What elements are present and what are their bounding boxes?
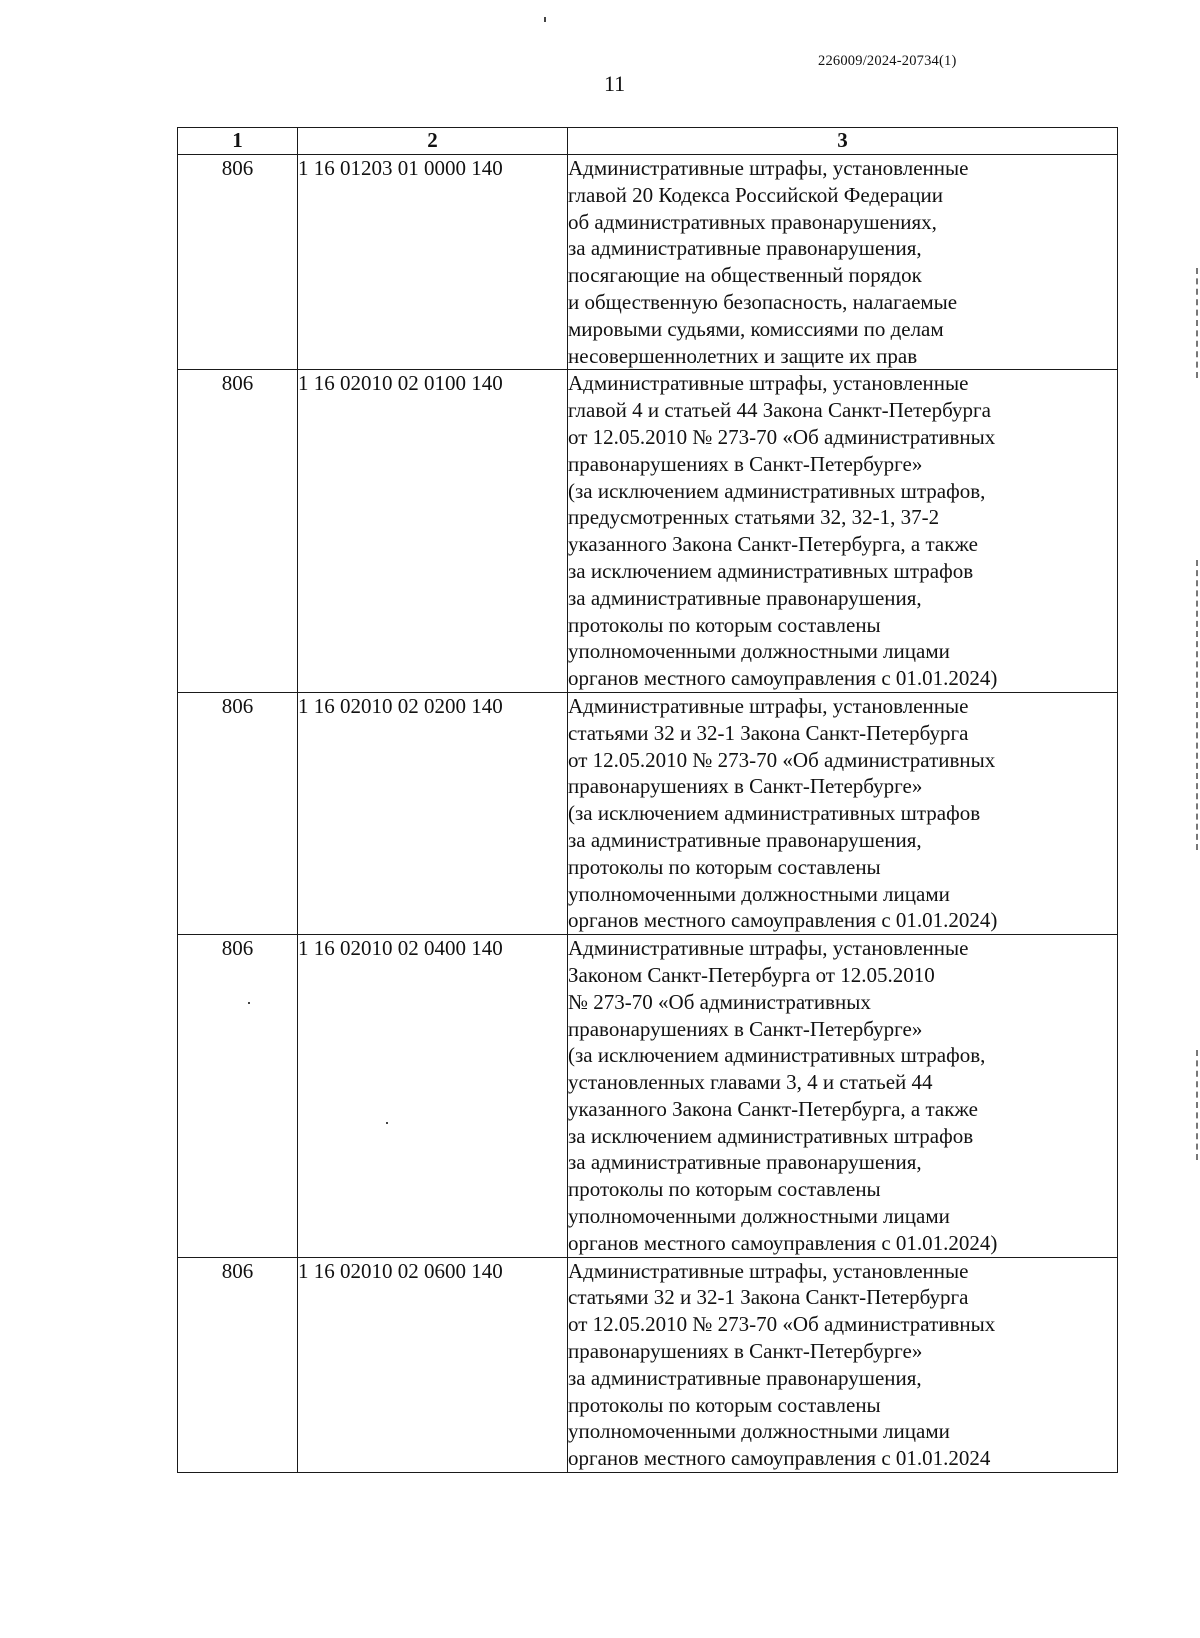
scan-edge-marks [1196,1050,1200,1160]
description-line: мировыми судьями, комиссиями по делам [568,316,944,341]
description-line: за административные правонарушения, [568,827,922,852]
admin-code-cell: 806 [178,155,298,370]
page-number: 11 [604,71,626,96]
description-line: указанного Закона Санкт-Петербурга, а также [568,1096,978,1121]
table-header-row [178,128,1118,155]
description-line: статьями 32 и 32-1 Закона Санкт-Петербурга [568,720,969,745]
description-line: протоколы по которым составлены [568,612,881,637]
kbk-code-cell: 1 16 01203 01 0000 140 [298,155,568,370]
description-cell [568,370,1118,693]
description-cell [568,155,1118,370]
description-line: протоколы по которым составлены [568,1392,881,1417]
table-row [178,935,1118,1258]
description-line: предусмотренных статьями 32, 32-1, 37-2 [568,505,940,530]
description-line: за административные правонарушения, [568,1365,922,1390]
description-line: протоколы по которым составлены [568,1177,881,1202]
description-line: протоколы по которым составлены [568,854,881,879]
table-row [178,155,1118,370]
admin-code-cell: 806 [178,370,298,693]
fines-table [177,127,1118,1473]
description-cell [568,692,1118,934]
description-line: за исключением административных штрафов [568,558,974,583]
description-line: органов местного самоуправления с 01.01.2024) [568,1230,998,1255]
description-line: посягающие на общественный порядок [568,263,922,288]
table-row [178,1257,1118,1472]
description-line: Административные штрафы, установленные [568,693,969,718]
scan-edge-marks [1196,268,1200,378]
kbk-code-cell: 1 16 02010 02 0200 140 [298,692,568,934]
description-line: от 12.05.2010 № 273-70 «Об административных [568,424,996,449]
kbk-code-cell: 1 16 02010 02 0100 140 [298,370,568,693]
description-line: правонарушениях в Санкт-Петербурге» [568,774,923,799]
description-line: статьями 32 и 32-1 Закона Санкт-Петербурга [568,1285,969,1310]
table-body [178,155,1118,1473]
description-line: от 12.05.2010 № 273-70 «Об административных [568,1312,996,1337]
description-cell [568,1257,1118,1472]
description-line: уполномоченными должностными лицами [568,1204,950,1229]
description-line: за исключением административных штрафов [568,1123,974,1148]
description-line: правонарушениях в Санкт-Петербурге» [568,1016,923,1041]
description-line: № 273-70 «Об административных [568,989,871,1014]
description-line: (за исключением административных штрафов, [568,1043,986,1068]
column-header-3: 3 [568,128,1118,155]
description-line: Законом Санкт-Петербурга от 12.05.2010 [568,962,935,987]
admin-code-cell: 806 [178,1257,298,1472]
description-line: (за исключением административных штрафов [568,801,981,826]
description-line: от 12.05.2010 № 273-70 «Об административных [568,747,996,772]
admin-code-cell: 806 [178,692,298,934]
column-header-1: 1 [178,128,298,155]
description-line: уполномоченными должностными лицами [568,639,950,664]
description-line: уполномоченными должностными лицами [568,1419,950,1444]
description-line: Административные штрафы, установленные [568,156,969,180]
description-line: (за исключением административных штрафов, [568,478,986,503]
description-cell [568,935,1118,1258]
description-line: несовершеннолетних и защите их прав [568,343,918,368]
description-line: указанного Закона Санкт-Петербурга, а также [568,532,978,557]
description-line: Административные штрафы, установленные [568,1258,969,1283]
description-line: за административные правонарушения, [568,236,922,261]
description-line: органов местного самоуправления с 01.01.2024 [568,1446,991,1471]
description-line: установленных главами 3, 4 и статьей 44 [568,1070,933,1095]
description-line: главой 20 Кодекса Российской Федерации [568,182,943,207]
description-line: органов местного самоуправления с 01.01.2024) [568,908,998,933]
table-row [178,370,1118,693]
description-line: правонарушениях в Санкт-Петербурге» [568,451,923,476]
description-line: органов местного самоуправления с 01.01.2024) [568,666,998,691]
description-line: главой 4 и статьей 44 Закона Санкт-Петербурга [568,398,991,423]
table-row [178,692,1118,934]
document-registration-number: 226009/2024-20734(1) [818,53,957,69]
description-line: уполномоченными должностными лицами [568,881,950,906]
description-line: об административных правонарушениях, [568,209,937,234]
description-line: и общественную безопасность, налагаемые [568,289,958,314]
description-line: правонарушениях в Санкт-Петербурге» [568,1339,923,1364]
scan-speck [544,17,546,22]
admin-code-cell: 806 [178,935,298,1258]
scan-edge-marks [1196,560,1200,850]
description-line: за административные правонарушения, [568,1150,922,1175]
kbk-code-cell: 1 16 02010 02 0600 140 [298,1257,568,1472]
description-line: Административные штрафы, установленные [568,371,969,396]
description-line: за административные правонарушения, [568,585,922,610]
kbk-code-cell: 1 16 02010 02 0400 140 [298,935,568,1258]
column-header-2: 2 [298,128,568,155]
description-line: Административные штрафы, установленные [568,936,969,961]
